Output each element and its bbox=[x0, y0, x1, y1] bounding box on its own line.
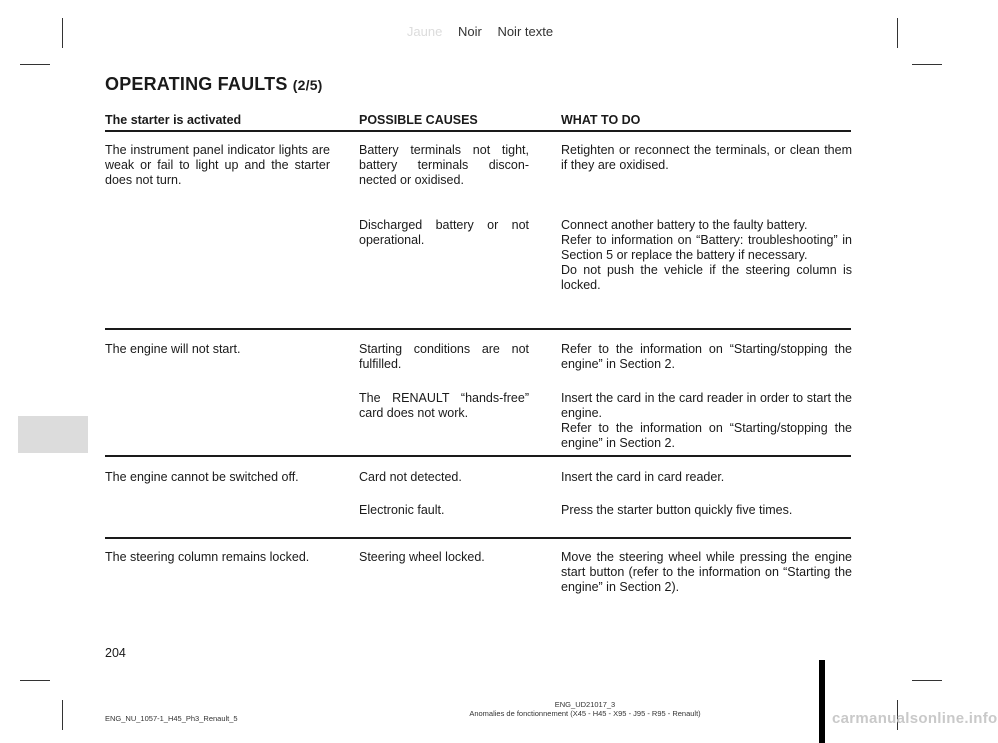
crop-mark bbox=[912, 64, 942, 65]
printer-mark-noir-texte: Noir texte bbox=[497, 24, 554, 39]
row-1-symptom: The instrument panel indicator lights are weak or fail to light up and the starter does not turn. bbox=[105, 143, 330, 187]
action-line: Connect another battery to the faulty battery. bbox=[561, 218, 808, 232]
action-line: Move the steering wheel while pressing the engine start button (refer to the information on “Starting the engine” in Section 2). bbox=[561, 550, 852, 594]
printer-mark-noir: Noir bbox=[457, 24, 482, 39]
action-line: Do not push the vehicle if the steering column is locked. bbox=[561, 263, 852, 292]
header-rule bbox=[105, 130, 851, 132]
page-edge-bar bbox=[819, 660, 825, 743]
row-4-action-1 bbox=[561, 550, 852, 595]
printer-mark-jaune: Jaune bbox=[406, 24, 443, 39]
site-watermark: carmanualsonline.info bbox=[832, 710, 998, 727]
row-3-cause-1: Card not detected. bbox=[359, 470, 462, 484]
row-1-cause-1: Battery terminals not tight, battery terminals discon-nected or oxidised. bbox=[359, 143, 529, 187]
row-3-symptom: The engine cannot be switched off. bbox=[105, 470, 299, 484]
column-header-causes: POSSIBLE CAUSES bbox=[359, 113, 478, 127]
page-number: 204 bbox=[105, 646, 126, 660]
row-1-action-2 bbox=[561, 218, 852, 293]
row-2-cause-2: The RENAULT “hands-free” card does not work. bbox=[359, 391, 529, 420]
row-3-action-1 bbox=[561, 470, 852, 485]
action-line: Refer to the information on “Starting/stopping the engine” in Section 2. bbox=[561, 342, 852, 371]
row-4-symptom: The steering column remains locked. bbox=[105, 550, 310, 564]
section-thumb-tab bbox=[18, 416, 88, 453]
crop-mark bbox=[20, 64, 50, 65]
row-1-cause-2: Discharged battery or not operational. bbox=[359, 218, 529, 247]
footer-section-code: ENG_UD21017_3 bbox=[554, 700, 616, 709]
action-line: Refer to information on “Battery: troubleshooting” in Section 5 or replace the battery if necessary. bbox=[561, 233, 852, 262]
row-divider bbox=[105, 328, 851, 330]
footer-section-reference bbox=[420, 700, 750, 718]
action-line: Refer to the information on “Starting/stopping the engine” in Section 2. bbox=[561, 421, 852, 450]
footer-section-title: Anomalies de fonctionnement (X45 - H45 - X95 - J95 - R95 - Renault) bbox=[469, 709, 701, 718]
page-title-part: (2/5) bbox=[292, 77, 323, 93]
action-line: Retighten or reconnect the terminals, or clean them if they are oxidised. bbox=[561, 143, 852, 172]
page-title-main: OPERATING FAULTS bbox=[105, 74, 288, 94]
column-header-symptom: The starter is activated bbox=[105, 113, 242, 127]
action-line: Insert the card in the card reader in order to start the engine. bbox=[561, 391, 852, 420]
row-3-action-2 bbox=[561, 503, 852, 518]
crop-mark bbox=[20, 680, 50, 681]
crop-mark bbox=[912, 680, 942, 681]
crop-mark bbox=[62, 700, 63, 730]
column-header-actions: WHAT TO DO bbox=[561, 113, 641, 127]
action-line: Press the starter button quickly five times. bbox=[561, 503, 793, 517]
printer-color-marks bbox=[0, 24, 960, 39]
row-2-action-2 bbox=[561, 391, 852, 451]
row-4-cause-1: Steering wheel locked. bbox=[359, 550, 485, 564]
footer-doc-reference: ENG_NU_1057-1_H45_Ph3_Renault_5 bbox=[105, 714, 238, 723]
row-1-action-1 bbox=[561, 143, 852, 173]
row-2-action-1 bbox=[561, 342, 852, 372]
row-2-cause-1: Starting conditions are not fulfilled. bbox=[359, 342, 529, 371]
action-line: Insert the card in card reader. bbox=[561, 470, 725, 484]
row-3-cause-2: Electronic fault. bbox=[359, 503, 445, 517]
row-divider bbox=[105, 537, 851, 539]
row-divider bbox=[105, 455, 851, 457]
page-title bbox=[105, 74, 323, 95]
row-2-symptom: The engine will not start. bbox=[105, 342, 241, 356]
